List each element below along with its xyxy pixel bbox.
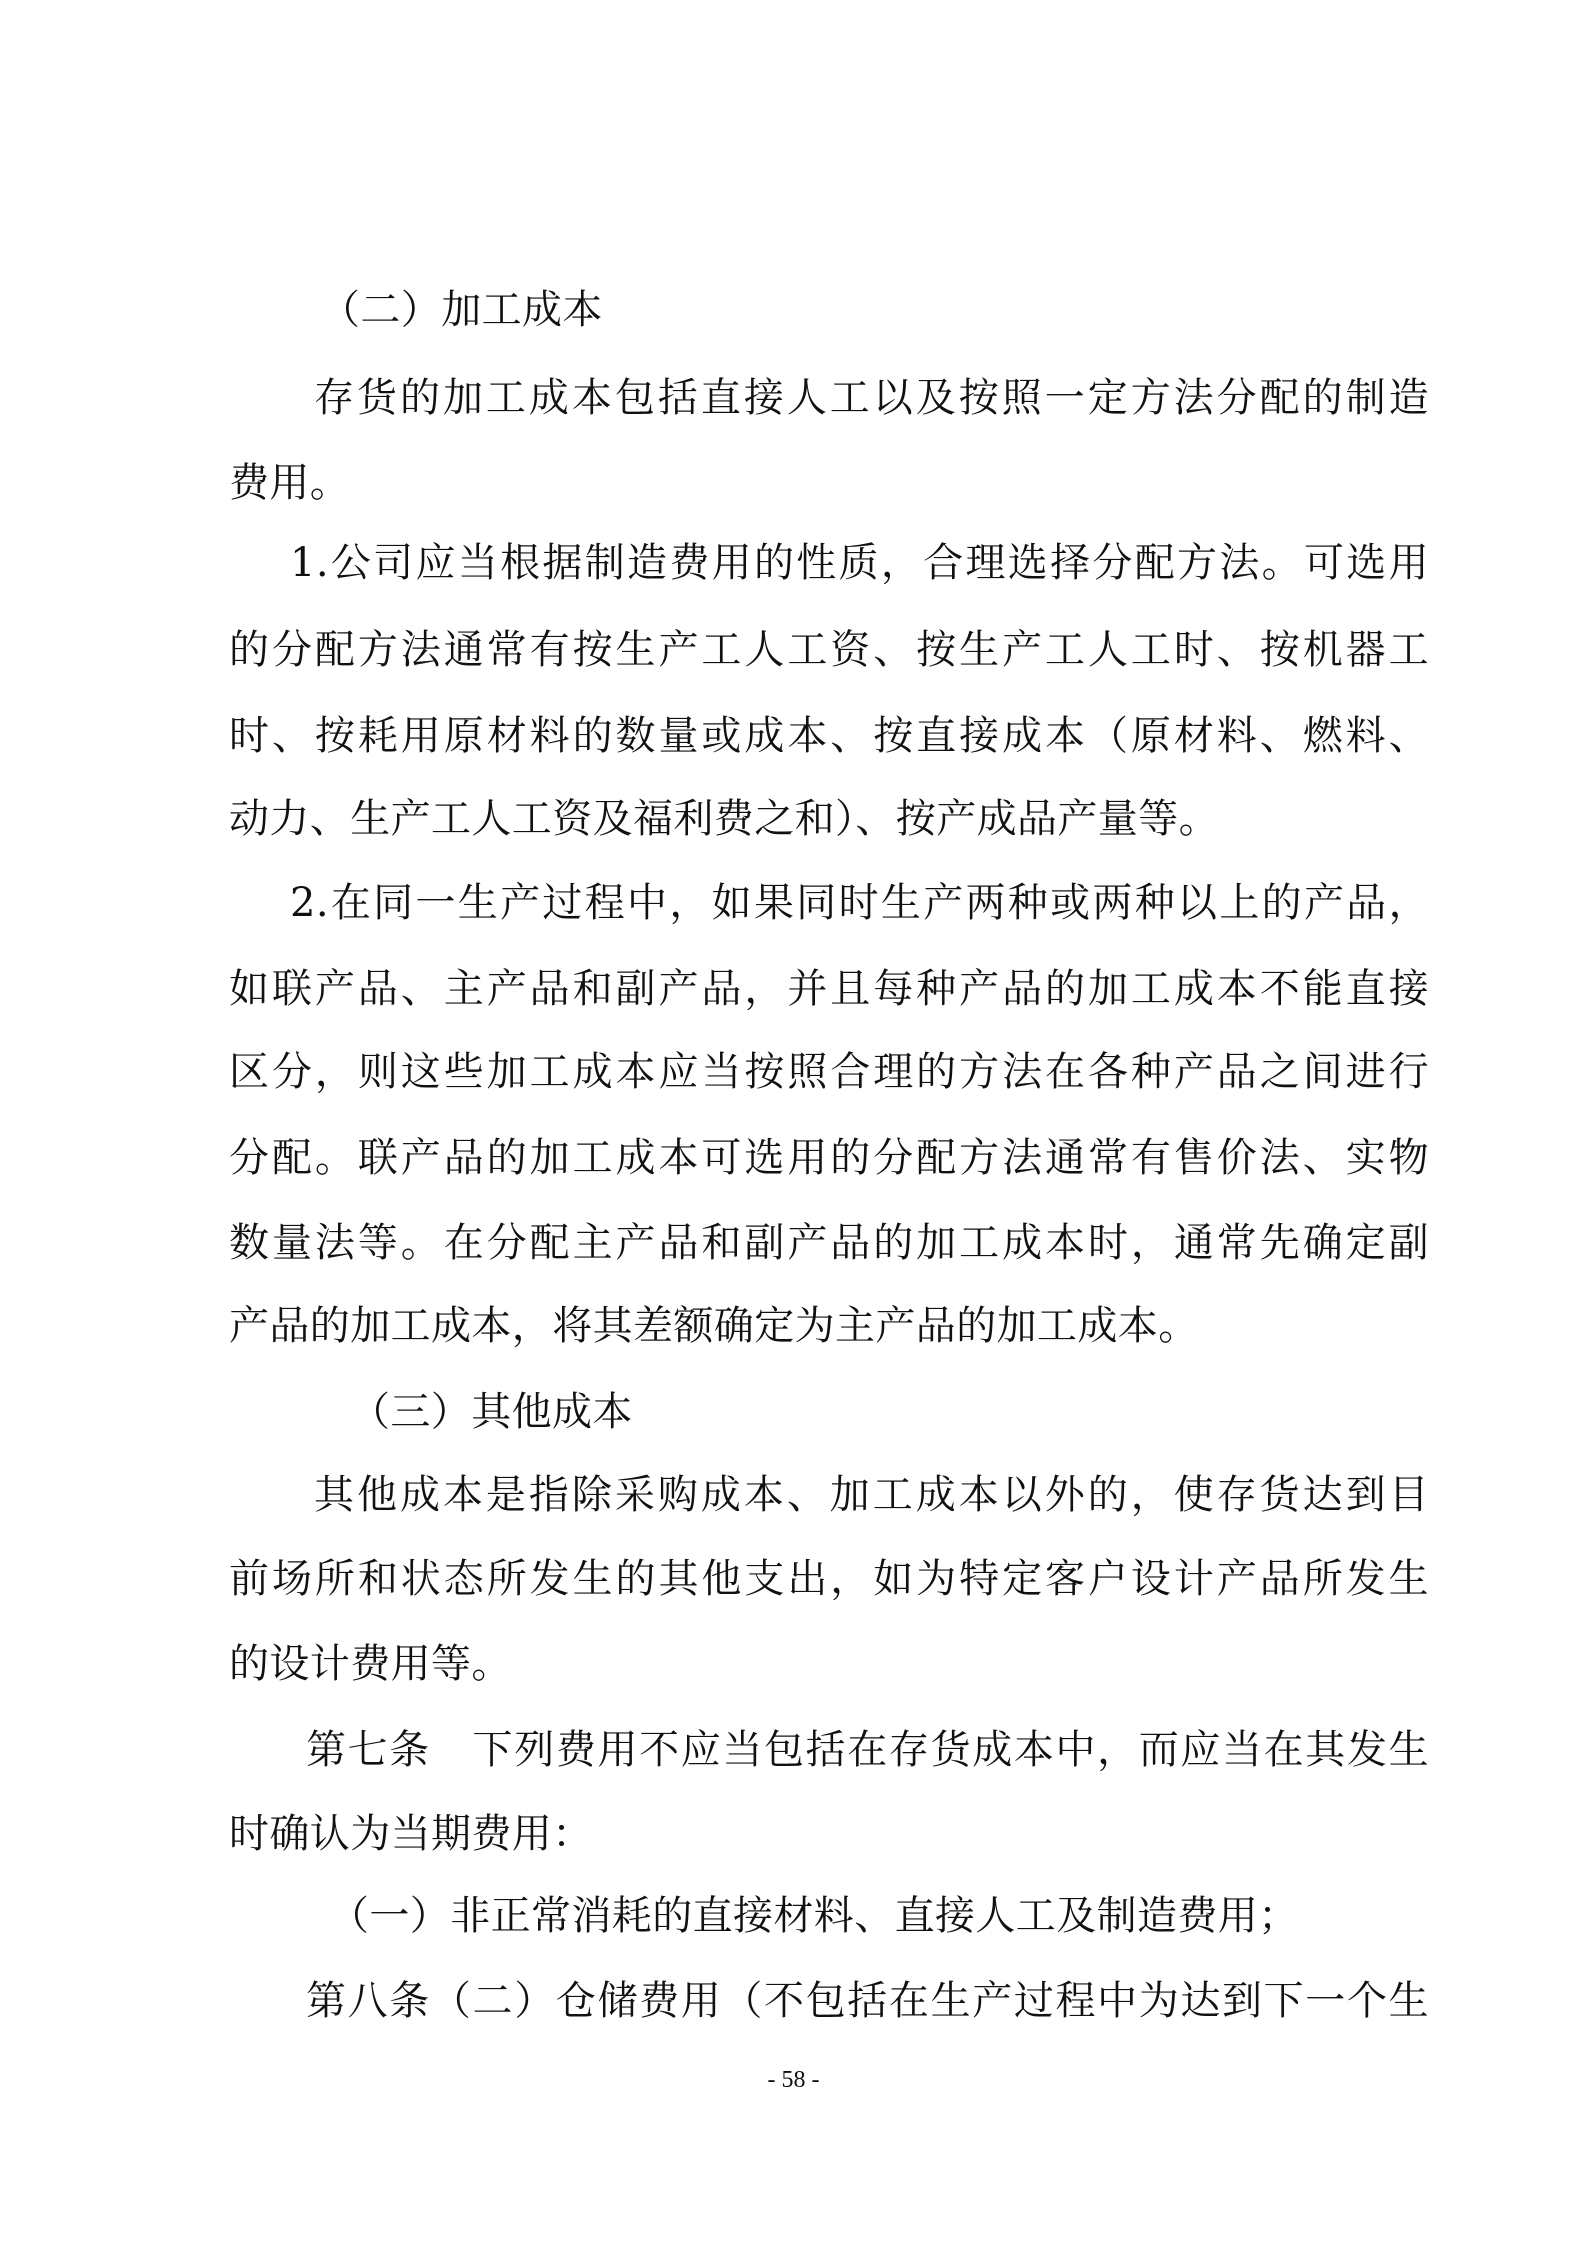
paragraph-line: 前场所和状态所发生的其他支出，如为特定客户设计产品所发生 <box>229 1556 1429 1602</box>
section-heading-processing-cost: （二）加工成本 <box>320 287 603 333</box>
paragraph-line: 时、按耗用原材料的数量或成本、按直接成本（原材料、燃料、 <box>229 713 1429 759</box>
paragraph-line: 其他成本是指除采购成本、加工成本以外的，使存货达到目 <box>314 1472 1429 1518</box>
paragraph-line: 数量法等。在分配主产品和副产品的加工成本时，通常先确定副 <box>229 1220 1429 1266</box>
paragraph-line: 分配。联产品的加工成本可选用的分配方法通常有售价法、实物 <box>229 1135 1429 1181</box>
paragraph-line: 如联产品、主产品和副产品，并且每种产品的加工成本不能直接 <box>229 966 1429 1012</box>
page-number: - 58 - <box>767 2067 820 2093</box>
paragraph-line: 产品的加工成本，将其差额确定为主产品的加工成本。 <box>229 1303 1199 1349</box>
paragraph-line: 的分配方法通常有按生产工人工资、按生产工人工时、按机器工 <box>229 627 1429 673</box>
article-eight-line: 第八条（二）仓储费用（不包括在生产过程中为达到下一个生 <box>306 1978 1429 2024</box>
section-heading-other-cost: （三）其他成本 <box>350 1389 633 1435</box>
paragraph-line: 2.在同一生产过程中，如果同时生产两种或两种以上的产品， <box>290 880 1429 926</box>
paragraph-line: 的设计费用等。 <box>229 1641 512 1687</box>
paragraph-line: （一）非正常消耗的直接材料、直接人工及制造费用； <box>329 1893 1299 1939</box>
paragraph-line: 区分，则这些加工成本应当按照合理的方法在各种产品之间进行 <box>229 1049 1429 1095</box>
article-seven-line: 第七条 下列费用不应当包括在存货成本中，而应当在其发生 <box>306 1727 1429 1773</box>
paragraph-line: 时确认为当期费用： <box>229 1811 593 1857</box>
paragraph-line: 1.公司应当根据制造费用的性质，合理选择分配方法。可选用 <box>290 540 1429 586</box>
paragraph-line: 费用。 <box>229 460 351 506</box>
paragraph-line: 存货的加工成本包括直接人工以及按照一定方法分配的制造 <box>314 375 1429 421</box>
paragraph-line: 动力、生产工人工资及福利费之和）、按产成品产量等。 <box>229 796 1219 842</box>
